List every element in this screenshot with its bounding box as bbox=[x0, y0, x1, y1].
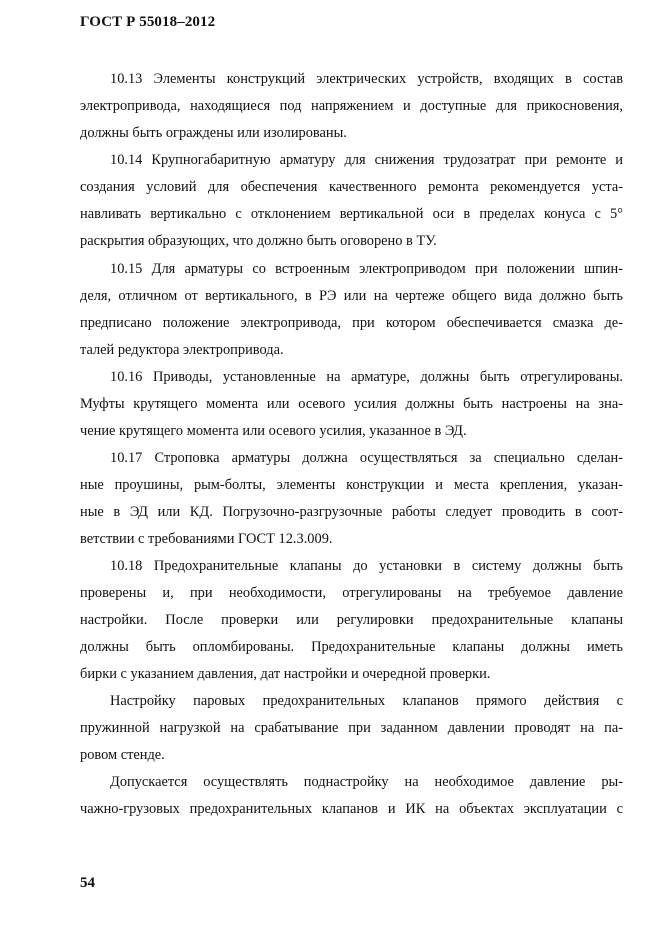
text-line: 10.13 Элементы конструкций электрических устройств, входящих в состав bbox=[110, 71, 623, 87]
text-line: навливать вертикально с отклонением вертикальной оси в пределах конуса с 5° bbox=[80, 206, 623, 222]
text-line: талей редуктора электропривода. bbox=[80, 342, 284, 358]
text-line: Настройку паровых предохранительных клапанов прямого действия с bbox=[110, 693, 623, 709]
text-line: бирки с указанием давления, дат настройки и очередной проверки. bbox=[80, 666, 491, 682]
text-line: должны быть опломбированы. Предохранительные клапаны должны иметь bbox=[80, 639, 623, 655]
text-line: ные в ЭД или КД. Погрузочно-разгрузочные работы следует проводить в соот- bbox=[80, 504, 623, 520]
text-line: электропривода, находящиеся под напряжением и доступные для прикосновения, bbox=[80, 98, 623, 114]
text-line: Допускается осуществлять поднастройку на необходимое давление ры- bbox=[110, 774, 623, 790]
page-header: ГОСТ Р 55018–2012 bbox=[80, 14, 216, 30]
text-line: проверены и, при необходимости, отрегулированы на требуемое давление bbox=[80, 585, 623, 601]
text-line: Муфты крутящего момента или осевого усилия должны быть настроены на зна- bbox=[80, 396, 623, 412]
text-line: создания условий для обеспечения качественного ремонта рекомендуется уста- bbox=[80, 179, 623, 195]
text-line: 10.17 Строповка арматуры должна осуществляться за специально сделан- bbox=[110, 450, 623, 466]
text-line: предписано положение электропривода, при котором обеспечивается смазка де- bbox=[80, 315, 623, 331]
page-number: 54 bbox=[80, 875, 95, 891]
text-line: ровом стенде. bbox=[80, 747, 165, 763]
text-line: чажно-грузовых предохранительных клапанов и ИК на объектах эксплуатации с bbox=[80, 801, 623, 817]
text-line: чение крутящего момента или осевого усилия, указанное в ЭД. bbox=[80, 423, 467, 439]
text-line: должны быть ограждены или изолированы. bbox=[80, 125, 347, 141]
text-line: пружинной нагрузкой на срабатывание при заданном давлении проводят на па- bbox=[80, 720, 623, 736]
text-line: ные проушины, рым-болты, элементы конструкции и места крепления, указан- bbox=[80, 477, 623, 493]
text-line: деля, отличном от вертикального, в РЭ или на чертеже общего вида должно быть bbox=[80, 288, 623, 304]
text-line: настройки. После проверки или регулировки предохранительные клапаны bbox=[80, 612, 623, 628]
text-line: 10.15 Для арматуры со встроенным электроприводом при положении шпин- bbox=[110, 261, 623, 277]
text-line: 10.14 Крупногабаритную арматуру для снижения трудозатрат при ремонте и bbox=[110, 152, 623, 168]
text-line: 10.16 Приводы, установленные на арматуре, должны быть отрегулированы. bbox=[110, 369, 623, 385]
text-line: 10.18 Предохранительные клапаны до установки в систему должны быть bbox=[110, 558, 623, 574]
text-line: ветствии с требованиями ГОСТ 12.3.009. bbox=[80, 531, 333, 547]
text-line: раскрытия образующих, что должно быть оговорено в ТУ. bbox=[80, 233, 437, 249]
